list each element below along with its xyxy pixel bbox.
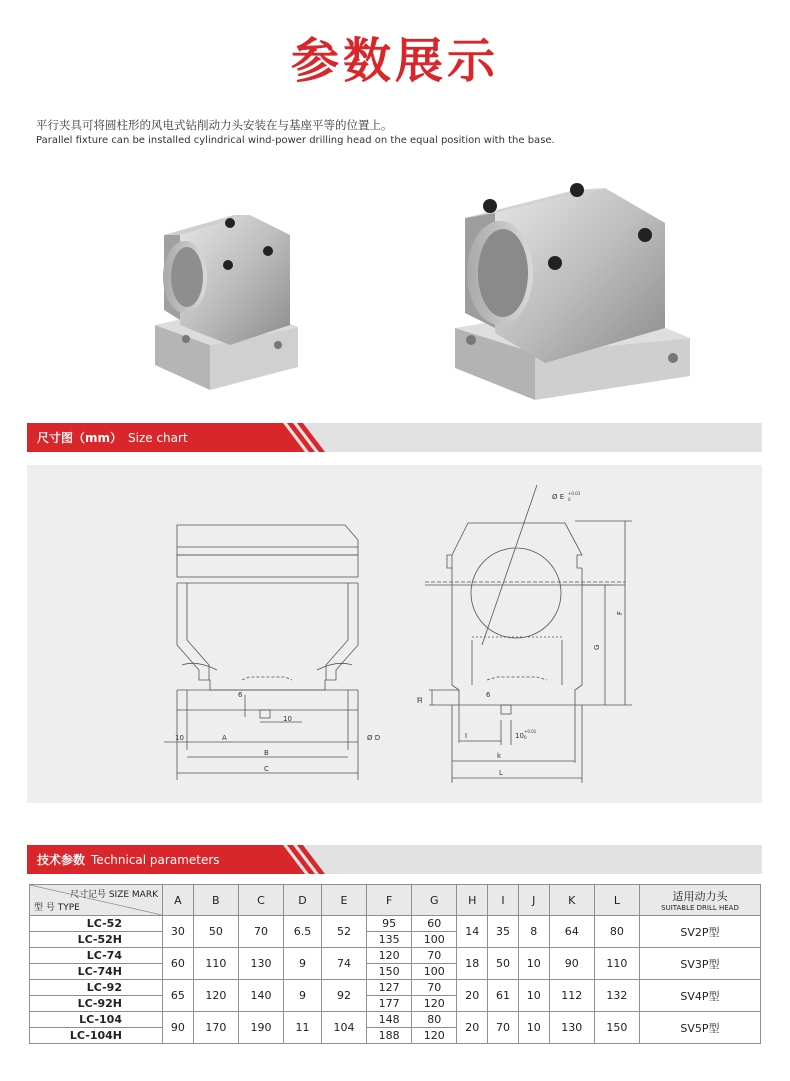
size-drawing-area [27,465,762,803]
table-row [30,980,761,996]
value-cell-g: 60 [412,916,457,932]
value-cell-e: 92 [321,980,366,1012]
value-cell-l: 110 [594,948,639,980]
table-row [30,1012,761,1028]
value-cell-d: 9 [284,980,322,1012]
value-cell-f: 135 [367,932,412,948]
drill-head-cell: SV2P型 [640,916,761,948]
value-cell-f: 148 [367,1012,412,1028]
table-row [30,916,761,932]
dim-k: k [497,752,502,760]
value-cell-i: 50 [488,948,519,980]
size-chart-label-cn: 尺寸图（mm） [37,431,123,445]
value-cell-i: 70 [488,1012,519,1044]
value-cell-e: 52 [321,916,366,948]
drill-head-cell: SV5P型 [640,1012,761,1044]
tech-params-label-cn: 技术参数 [37,853,86,867]
technical-drawing [27,465,762,803]
drill-head-cell: SV4P型 [640,980,761,1012]
size-chart-label [27,423,265,452]
dim-i: I [465,732,468,740]
value-cell-g: 120 [412,996,457,1012]
col-header: H [457,885,488,916]
value-cell-h: 18 [457,948,488,980]
dim-e: Ø E [552,493,565,501]
col-header: E [321,885,366,916]
value-cell-i: 35 [488,916,519,948]
drill-head-cell: SV3P型 [640,948,761,980]
dim-10-tol: 10 [515,732,524,740]
value-cell-a: 90 [163,1012,194,1044]
dim-e-tol-top: +0.03 [568,491,581,496]
value-cell-e: 74 [321,948,366,980]
type-cell: LC-104 [30,1012,163,1028]
type-cell: LC-92H [30,996,163,1012]
value-cell-b: 120 [193,980,238,1012]
description-en: Parallel fixture can be installed cylindrical wind-power drilling head on the equal position with the base. [36,135,555,146]
dim-g: G [593,644,601,650]
value-cell-f: 120 [367,948,412,964]
page-title: 参数展示 [290,33,499,89]
value-cell-d: 6.5 [284,916,322,948]
type-cell: LC-104H [30,1028,163,1044]
dim-c: C [264,765,269,773]
col-header: G [412,885,457,916]
front-view [164,525,358,780]
value-cell-c: 190 [238,1012,283,1044]
value-cell-f: 127 [367,980,412,996]
dim-h: H [417,697,423,705]
value-cell-g: 120 [412,1028,457,1044]
value-cell-g: 100 [412,964,457,980]
size-mark-label: 尺寸记号 SIZE MARK [69,890,158,900]
stripes-decoration [257,423,327,452]
value-cell-k: 112 [549,980,594,1012]
value-cell-c: 130 [238,948,283,980]
col-header: B [193,885,238,916]
dim-6-left: 6 [238,691,243,699]
value-cell-j: 10 [518,1012,549,1044]
value-cell-b: 110 [193,948,238,980]
value-cell-h: 20 [457,1012,488,1044]
dim-10-left: 10 [175,734,184,742]
value-cell-k: 90 [549,948,594,980]
value-cell-h: 14 [457,916,488,948]
value-cell-g: 70 [412,980,457,996]
table-header-row [30,885,761,916]
type-cell: LC-74 [30,948,163,964]
col-header: F [367,885,412,916]
table-corner-cell [30,885,163,916]
col-header: I [488,885,519,916]
type-label: 型 号 TYPE [34,903,80,913]
dim-10-tol-bot: 0 [524,735,527,740]
value-cell-d: 11 [284,1012,322,1044]
value-cell-b: 50 [193,916,238,948]
value-cell-l: 150 [594,1012,639,1044]
type-cell: LC-74H [30,964,163,980]
col-header: K [549,885,594,916]
value-cell-j: 10 [518,948,549,980]
value-cell-j: 8 [518,916,549,948]
value-cell-l: 132 [594,980,639,1012]
spec-table [29,884,761,1044]
tech-params-label [27,845,265,874]
product-photo-large [455,178,695,403]
tech-params-bar [27,845,762,874]
dim-6-right: 6 [486,691,491,699]
value-cell-f: 150 [367,964,412,980]
type-cell: LC-92 [30,980,163,996]
col-header: J [518,885,549,916]
dim-f: F [616,610,624,615]
value-cell-c: 70 [238,916,283,948]
value-cell-a: 30 [163,916,194,948]
value-cell-f: 177 [367,996,412,1012]
value-cell-c: 140 [238,980,283,1012]
value-cell-k: 64 [549,916,594,948]
size-chart-label-en: Size chart [128,430,188,445]
value-cell-d: 9 [284,948,322,980]
dim-d: Ø D [367,734,381,742]
col-header-drill-head [640,885,761,916]
col-header: D [284,885,322,916]
value-cell-f: 188 [367,1028,412,1044]
value-cell-i: 61 [488,980,519,1012]
value-cell-a: 65 [163,980,194,1012]
value-cell-g: 70 [412,948,457,964]
value-cell-a: 60 [163,948,194,980]
value-cell-f: 95 [367,916,412,932]
tech-params-label-en: Technical parameters [91,852,220,867]
value-cell-h: 20 [457,980,488,1012]
col-header: L [594,885,639,916]
dim-e-tol-bot: 0 [568,497,571,502]
dim-10-slot: 10 [283,715,292,723]
value-cell-e: 104 [321,1012,366,1044]
value-cell-j: 10 [518,980,549,1012]
value-cell-g: 80 [412,1012,457,1028]
type-cell: LC-52H [30,932,163,948]
col-header: C [238,885,283,916]
drill-head-cn: 适用动力头 [672,890,728,903]
value-cell-k: 130 [549,1012,594,1044]
stripes-decoration [257,845,327,874]
value-cell-b: 170 [193,1012,238,1044]
dim-l: L [499,769,503,777]
dim-b: B [264,749,269,757]
dim-a: A [222,734,227,742]
description-cn: 平行夹具可将圆柱形的风电式钻削动力头安装在与基座平等的位置上。 [36,118,393,132]
value-cell-g: 100 [412,932,457,948]
size-chart-bar [27,423,762,452]
dim-10-tol-top: +0.01 [524,729,537,734]
type-cell: LC-52 [30,916,163,932]
col-header: A [163,885,194,916]
drill-head-en: SUITABLE DRILL HEAD [661,904,739,912]
product-photo-small [150,205,300,395]
value-cell-l: 80 [594,916,639,948]
table-row [30,948,761,964]
